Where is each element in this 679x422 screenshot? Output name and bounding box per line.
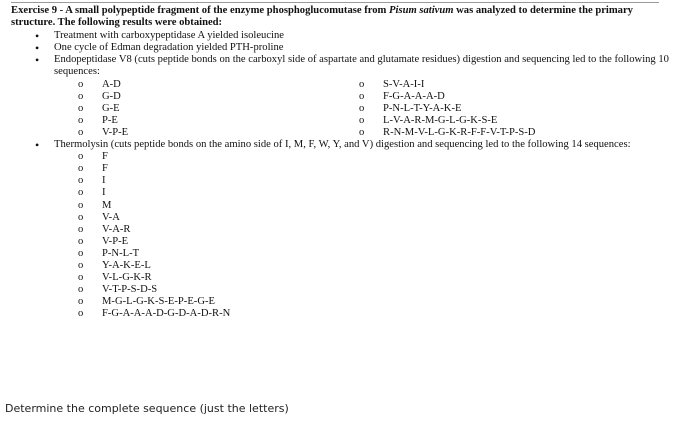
result-carboxypeptidase: • Treatment with carboxypeptidase A yielded isoleucine [11, 30, 671, 42]
v8-sequence: o P-E [78, 115, 359, 127]
v8-sequence: o R-N-M-V-L-G-K-R-F-F-V-T-P-S-D [359, 127, 640, 139]
exercise-title [11, 5, 671, 29]
question-prompt: Determine the complete sequence (just the letters) [5, 402, 289, 415]
v8-sequence: o L-V-A-R-M-G-L-G-K-S-E [359, 115, 640, 127]
thermolysin-sequence: o F [78, 151, 671, 163]
v8-column-right [359, 79, 640, 139]
thermolysin-sequences [78, 151, 671, 320]
thermolysin-sequence: o V-L-G-K-R [78, 272, 671, 284]
title-text: Exercise 9 - A small polypeptide fragment of the enzyme phosphoglucomutase from [11, 5, 390, 16]
v8-sequence: o G-D [78, 91, 359, 103]
thermolysin-sequence: o F-G-A-A-A-D-G-D-A-D-R-N [78, 308, 671, 320]
v8-sequence: o P-N-L-T-Y-A-K-E [359, 103, 640, 115]
thermolysin-sequence: o Y-A-K-E-L [78, 260, 671, 272]
thermolysin-sequence: o V-A-R [78, 224, 671, 236]
thermolysin-sequence: o I [78, 175, 671, 187]
thermolysin-sequence: o M-G-L-G-K-S-E-P-E-G-E [78, 296, 671, 308]
thermolysin-sequence: o V-A [78, 212, 671, 224]
v8-intro: • Endopeptidase V8 (cuts peptide bonds on the carboxyl side of aspartate and glutamate residues) digestion and sequencing led to the following 10 sequences: [54, 54, 669, 78]
species-name: Pisum sativum [389, 5, 454, 16]
results-list-thermolysin [11, 139, 671, 151]
thermolysin-sequence: o V-P-E [78, 236, 671, 248]
thermolysin-sequence: o M [78, 200, 671, 212]
v8-sequences [78, 79, 671, 139]
title-text-end: was analyzed to determine the primary structure. The following results were obtained: [11, 5, 633, 29]
thermolysin-sequence: o I [78, 187, 671, 199]
thermolysin-sequence: o P-N-L-T [78, 248, 671, 260]
result-edman: • One cycle of Edman degradation yielded PTH-proline [11, 42, 671, 54]
thermolysin-sequence: o V-T-P-S-D-S [78, 284, 671, 296]
v8-sequence: o V-P-E [78, 127, 359, 139]
result-v8 [11, 54, 671, 78]
results-list [11, 30, 671, 78]
v8-column-left [78, 79, 359, 139]
v8-sequence: o S-V-A-I-I [359, 79, 640, 91]
v8-sequence: o F-G-A-A-A-D [359, 91, 640, 103]
result-thermolysin: • Thermolysin (cuts peptide bonds on the amino side of I, M, F, W, Y, and V) digestion and sequencing led to the following 14 sequences: [11, 139, 671, 151]
v8-sequence: o G-E [78, 103, 359, 115]
exercise-document [11, 2, 671, 320]
v8-sequence: o A-D [78, 79, 359, 91]
thermolysin-sequence: o F [78, 163, 671, 175]
